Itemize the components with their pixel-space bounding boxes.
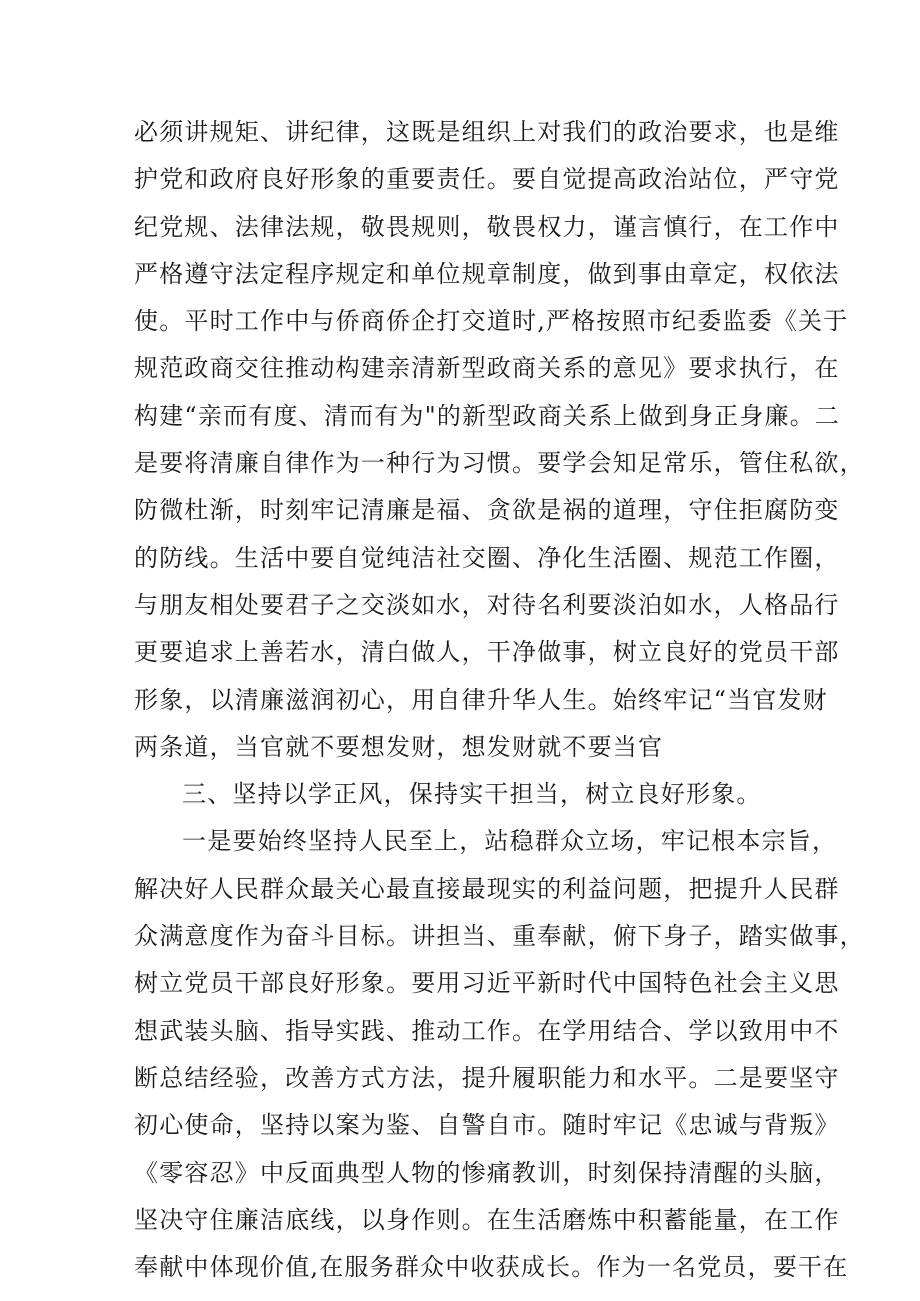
body-text-line: 是要将清廉自律作为一种行为习惯。要学会知足常乐，管住私欲， — [134, 449, 865, 478]
body-text-line: 《零容忍》中反面典型人物的惨痛教训，时刻保持清醒的头脑， — [134, 1158, 840, 1187]
body-text-line: 坚决守住廉洁底线，以身作则。在生活磨炼中积蓄能量，在工作 — [134, 1205, 840, 1234]
body-text-line: 构建“亲而有度、清而有为"的新型政商关系上做到身正身廉。二 — [134, 401, 841, 430]
body-text-line: 更要追求上善若水，清白做人，干净做事，树立良好的党员干部 — [134, 638, 840, 667]
body-text-line: 使。平时工作中与侨商侨企打交道时,严格按照市纪委监委《关于 — [134, 307, 849, 336]
document-body — [134, 109, 865, 1291]
body-text-line: 想武装头脑、指导实践、推动工作。在学用结合、学以致用中不 — [134, 1016, 840, 1045]
section-heading: 三、坚持以学正风，保持实干担当，树立良好形象。 — [182, 780, 762, 809]
body-text-line: 初心使命，坚持以案为鉴、自警自市。随时牢记《忠诚与背叛》 — [134, 1111, 840, 1140]
body-text-line: 两条道，当官就不要想发财，想发财就不要当官 — [134, 732, 664, 761]
body-text-line: 规范政商交往推动构建亲清新型政商关系的意见》要求执行，在 — [134, 354, 840, 383]
body-text-line: 形象，以清廉滋润初心，用自律升华人生。始终牢记“当官发财 — [134, 685, 828, 714]
body-text-line: 树立党员干部良好形象。要用习近平新时代中国特色社会主义思 — [134, 969, 840, 998]
body-text-line: 断总结经验，改善方式方法，提升履职能力和水平。二是要坚守 — [134, 1063, 840, 1092]
body-text-line: 解决好人民群众最关心最直接最现实的利益问题，把提升人民群 — [134, 874, 840, 903]
body-text-line: 纪党规、法律法规，敬畏规则，敬畏权力，谨言慎行，在工作中 — [134, 212, 840, 241]
body-text-line: 必须讲规矩、讲纪律，这既是组织上对我们的政治要求，也是维 — [134, 118, 840, 146]
body-text-line: 众满意度作为奋斗目标。讲担当、重奉献，俯下身子，踏实做事， — [134, 922, 865, 951]
body-text-line: 奉献中体现价值,在服务群众中收获成长。作为一名党员，要干在 — [134, 1253, 849, 1282]
body-text-line: 护党和政府良好形象的重要责任。要自觉提高政治站位，严守党 — [134, 165, 840, 194]
body-text-line: 防微杜渐，时刻牢记清廉是福、贪欲是祸的道理，守住拒腐防变 — [134, 496, 840, 525]
body-text-line: 一是要始终坚持人民至上，站稳群众立场，牢记根本宗旨， — [182, 827, 838, 856]
body-text-line: 与朋友相处要君子之交淡如水，对待名利要淡泊如水，人格品行 — [134, 590, 840, 619]
body-text-line: 严格遵守法定程序规定和单位规章制度，做到事由章定，权依法 — [134, 259, 840, 288]
body-text-line: 的防线。生活中要自觉纯洁社交圈、净化生活圈、规范工作圈， — [134, 543, 840, 572]
